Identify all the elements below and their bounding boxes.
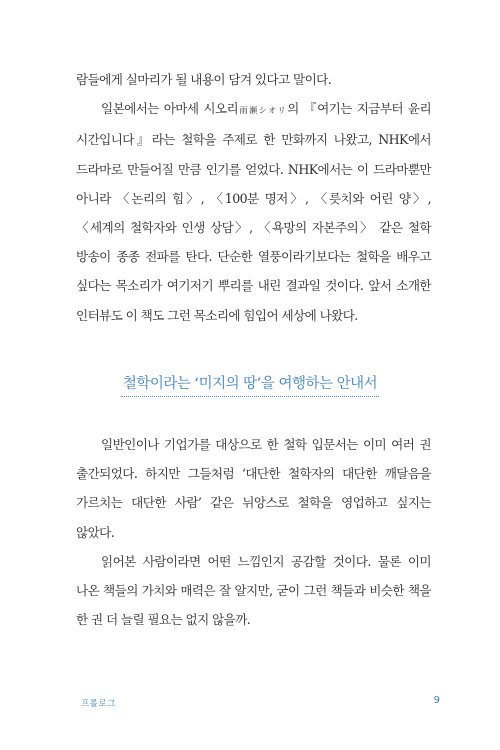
section-heading-text: 철학이라는 ‘미지의 땅’을 여행하는 안내서 [121,372,379,397]
paragraph-japan-before: 일본에서는 아마세 시오리 [101,101,239,117]
paragraph-readers: 읽어본 사람이라면 어떤 느낌인지 공감할 것이다. 물론 이미 나온 책들의 가치와 매력은 잘 알지만, 굳이 그런 책들과 비슷한 책을 한 권 더 늘릴 필요는 없지 않을까. [76,553,431,628]
paragraph-intro-books: 일반인이나 기업가를 대상으로 한 철학 입문서는 이미 여러 권 출간되었다. 하지만 그들처럼 ‘대단한 철학자의 대단한 깨달음을 가르치는 대단한 사람’ 같은 뉘앙스로 철학을 영업하고 싶지는 않았다. [76,437,431,540]
japanese-name: 雨瀬シオリ [238,106,288,116]
body-text-bottom [76,430,431,634]
page-number: 9 [433,695,440,706]
section-heading [0,372,500,397]
body-text-top [76,65,431,330]
paragraph-japan [76,94,431,330]
paragraph-japan-after: 의 『여기는 지금부터 윤리 시간입니다』라는 철학을 주제로 한 만화까지 나왔고, NHK에서 드라마로 만들어질 만큼 인기를 얻었다. NHK에서는 이 드라마뿐만 아니라 〈논리의 힘〉, 〈100분 명저〉, 〈릇치와 어린 양〉, 〈세계의 철학자와 인생 상담〉, 〈욕망의 자본주의〉 같은 철학 방송이 종종 전파를 탄다. 단순한 열풍이라기보다는 철학을 배우고 싶다는 목소리가 여기저기 뿌리를 내린 결과일 것이다. 앞서 소개한 인터뷰도 이 책도 그런 목소리에 힘입어 세상에 나왔다. [76,101,432,323]
running-footer-label: 프롤로그 [81,699,116,709]
paragraph-continuation: 람들에게 실마리가 될 내용이 담겨 있다고 말이다. [76,72,332,87]
